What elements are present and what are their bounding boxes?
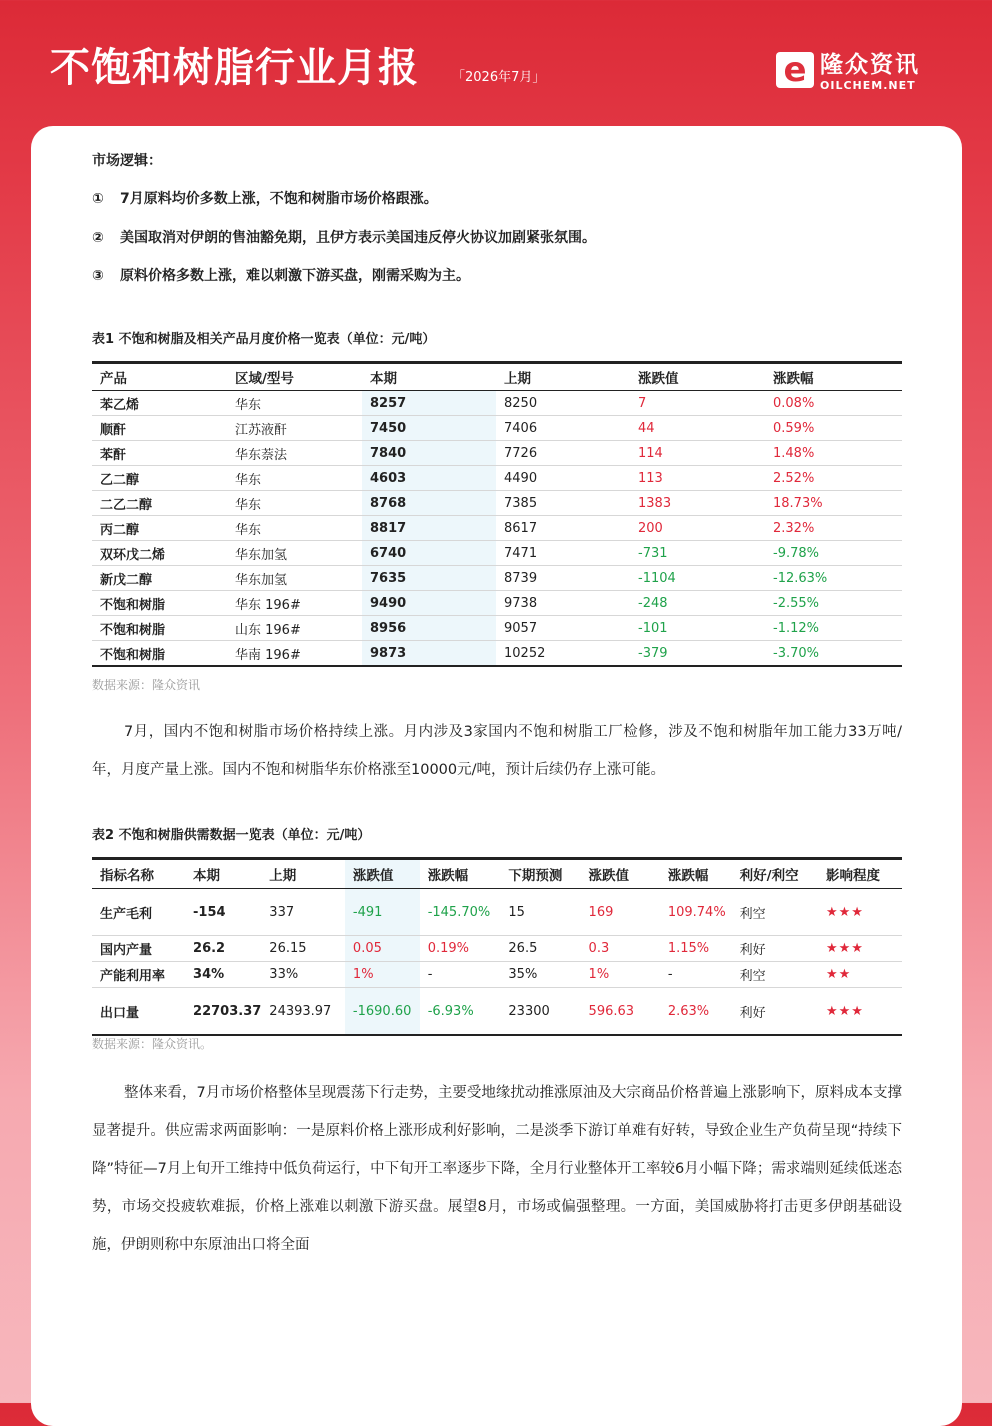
table-cell: -12.63%	[765, 566, 902, 591]
logo-mark-icon: e	[776, 52, 814, 88]
table-cell: 4490	[496, 466, 630, 491]
table-row	[92, 441, 902, 466]
table-cell: -6.93%	[427, 1003, 474, 1019]
table-cell: 利好	[732, 936, 818, 962]
table-cell: 出口量	[100, 1005, 140, 1021]
table-row	[92, 391, 902, 416]
table-cell: 山东 196#	[227, 616, 362, 641]
table-cell: 0.19%	[420, 936, 501, 962]
table-row	[92, 988, 902, 1036]
table-cell: -	[660, 962, 732, 988]
paragraph-summary: 7月，国内不饱和树脂市场价格持续上涨。月内涉及3家国内不饱和树脂工厂检修，涉及不饱和树脂年加工能力33万吨/年，月度产量上涨。国内不饱和树脂华东价格涨至10000元/吨，预计后续仍存上涨可能。	[92, 724, 902, 778]
table-cell: 生产毛利	[92, 889, 185, 936]
table-cell: 0.05	[345, 936, 420, 962]
table-cell: 华东萘法	[227, 441, 362, 466]
table-cell: 18.73%	[765, 491, 902, 516]
table-cell: -145.70%	[420, 889, 501, 936]
table-cell: 8257	[362, 391, 496, 416]
table-cell: 华东	[227, 516, 362, 541]
table-cell: 200	[630, 516, 765, 541]
table-cell: -491	[345, 889, 420, 936]
supply-demand-table	[92, 857, 902, 1036]
table-cell: 1%	[345, 962, 420, 988]
table-cell: 9873	[362, 641, 496, 667]
table-cell: 7471	[496, 541, 630, 566]
table-cell: -154	[185, 889, 261, 936]
table-cell: -1104	[630, 566, 765, 591]
table-cell: 23300	[508, 1003, 550, 1019]
table-cell: 0.08%	[765, 391, 902, 416]
table-cell: 1%	[581, 962, 660, 988]
table-cell: 华东	[227, 391, 362, 416]
table-cell: 337	[261, 889, 345, 936]
table-cell: 丙二醇	[92, 516, 227, 541]
impact-stars: ★★★	[818, 889, 902, 936]
table-row	[92, 641, 902, 667]
table-cell: 8768	[362, 491, 496, 516]
table2-caption: 表2 不饱和树脂供需数据一览表（单位：元/吨）	[92, 828, 371, 843]
table-cell: 113	[630, 466, 765, 491]
table-cell: 不饱和树脂	[92, 616, 227, 641]
table-cell: 35%	[500, 962, 580, 988]
table-cell: 苯酐	[92, 441, 227, 466]
table-cell: -379	[638, 645, 668, 661]
table-cell: 6740	[362, 541, 496, 566]
table-cell: 7385	[496, 491, 630, 516]
table-cell: 9057	[496, 616, 630, 641]
table-cell: -3.70%	[773, 645, 819, 661]
table-cell: 9490	[362, 591, 496, 616]
table-cell: 169	[581, 889, 660, 936]
logic-item: ① 7月原料均价多数上涨，不饱和树脂市场价格跟涨。	[92, 191, 438, 207]
table-cell: -2.55%	[765, 591, 902, 616]
table-cell: 乙二醇	[92, 466, 227, 491]
table-header-row: 产品 区域/型号 本期 上期 涨跌值 涨跌幅	[92, 363, 902, 391]
table-cell: 7635	[362, 566, 496, 591]
paragraph-outlook: 整体来看，7月市场价格整体呈现震荡下行走势，主要受地缘扰动推涨原油及大宗商品价格普遍上涨影响下，原料成本支撑显著提升。供应需求两面影响：一是原料价格上涨形成利好影响，二是淡季下游订单难有好转，导致企业生产负荷呈现“持续下降”特征—7月上旬开工维持中低负荷运行，中下旬开工率逐步下降，全月行业整体开工率较6月小幅下降；需求端则延续低迷态势，市场交投疲软难振，价格上涨难以刺激下游买盘。展望8月，市场或偏强整理。一方面，美国威胁将打击更多伊朗基础设施，伊朗则称中东原油出口将全面	[92, 1085, 902, 1253]
table-cell: 华东	[227, 491, 362, 516]
table-cell: 9738	[496, 591, 630, 616]
price-table	[92, 361, 902, 667]
table-cell: 26.2	[185, 936, 261, 962]
logic-item: ② 美国取消对伊朗的售油豁免期，且伊方表示美国违反停火协议加剧紧张氛围。	[92, 230, 596, 246]
table-cell: 8739	[496, 566, 630, 591]
table-cell: 114	[630, 441, 765, 466]
table-cell: 1.48%	[765, 441, 902, 466]
table-cell: 双环戊二烯	[92, 541, 227, 566]
table-row	[92, 466, 902, 491]
logic-item: ③ 原料价格多数上涨，难以刺激下游买盘，刚需采购为主。	[92, 268, 470, 284]
table-cell: 新戊二醇	[92, 566, 227, 591]
table-row	[92, 541, 902, 566]
table-cell: 华东	[227, 466, 362, 491]
table-cell: 苯乙烯	[92, 391, 227, 416]
table-cell: -	[420, 962, 501, 988]
table-cell: -1.12%	[765, 616, 902, 641]
table-row	[92, 889, 902, 936]
table-cell: 7406	[496, 416, 630, 441]
table-cell: 44	[630, 416, 765, 441]
table-cell: 7450	[362, 416, 496, 441]
table-cell: 华东 196#	[227, 591, 362, 616]
table-cell: 596.63	[588, 1003, 635, 1019]
table-cell: 24393.97	[269, 1003, 332, 1019]
table-cell: 26.15	[261, 936, 345, 962]
table-cell: 利好	[739, 1005, 766, 1021]
table-cell: 0.3	[581, 936, 660, 962]
table-cell: 34%	[185, 962, 261, 988]
impact-stars: ★★★	[826, 1003, 864, 1019]
table-cell: 产能利用率	[92, 962, 185, 988]
table-cell: 2.63%	[667, 1003, 710, 1019]
table-cell: 4603	[362, 466, 496, 491]
table-cell: 江苏液酐	[227, 416, 362, 441]
table-cell: -1690.60	[345, 988, 420, 1036]
table-row	[92, 591, 902, 616]
table-cell: 不饱和树脂	[100, 647, 166, 663]
table-cell: 7840	[362, 441, 496, 466]
table-cell: 109.74%	[660, 889, 732, 936]
table-row	[92, 616, 902, 641]
table-cell: 利空	[732, 962, 818, 988]
table-header-row: 指标名称 本期 上期 涨跌值 涨跌幅 下期预测 涨跌值 涨跌幅 利好/利空 影响程度	[92, 859, 902, 889]
table-row	[92, 962, 902, 988]
table-cell: 1.15%	[660, 936, 732, 962]
table-cell: 10252	[504, 645, 546, 661]
table-cell: 华南 196#	[235, 647, 301, 663]
table-cell: 33%	[261, 962, 345, 988]
table-cell: 利空	[732, 889, 818, 936]
table-cell: 国内产量	[92, 936, 185, 962]
table-row	[92, 936, 902, 962]
table-cell: 二乙二醇	[92, 491, 227, 516]
market-logic-heading: 市场逻辑：	[92, 153, 162, 169]
table-cell: 华东加氢	[227, 566, 362, 591]
table-row	[92, 566, 902, 591]
table2-source: 数据来源：隆众资讯。	[92, 1037, 213, 1051]
report-date: 「2026年7月」	[452, 70, 546, 85]
table-cell: 8956	[362, 616, 496, 641]
logo-en-text: OILCHEM.NET	[820, 79, 916, 92]
logo-cn-text: 隆众资讯	[820, 52, 920, 78]
table-cell: 0.59%	[765, 416, 902, 441]
table-cell: 不饱和树脂	[92, 591, 227, 616]
table-cell: -731	[630, 541, 765, 566]
table-row	[92, 516, 902, 541]
table-row	[92, 491, 902, 516]
table1-source: 数据来源：隆众资讯	[92, 678, 201, 692]
table-cell: 2.52%	[765, 466, 902, 491]
table-cell: 1383	[630, 491, 765, 516]
impact-stars: ★★★	[818, 936, 902, 962]
table-cell: -101	[630, 616, 765, 641]
table-cell: 15	[500, 889, 580, 936]
table-cell: 22703.37	[193, 1003, 262, 1019]
table-cell: 8817	[362, 516, 496, 541]
table-cell: 华东加氢	[227, 541, 362, 566]
table-cell: 26.5	[500, 936, 580, 962]
table-cell: 7	[630, 391, 765, 416]
table-cell: 8617	[496, 516, 630, 541]
table1-caption: 表1 不饱和树脂及相关产品月度价格一览表（单位：元/吨）	[92, 332, 436, 347]
table-cell: 7726	[496, 441, 630, 466]
report-title: 不饱和树脂行业月报	[50, 45, 419, 91]
table-cell: 2.32%	[765, 516, 902, 541]
table-row	[92, 416, 902, 441]
table-cell: -9.78%	[765, 541, 902, 566]
oilchem-logo	[776, 50, 946, 96]
table-cell: 8250	[496, 391, 630, 416]
table-cell: -248	[630, 591, 765, 616]
table-cell: 顺酐	[92, 416, 227, 441]
report-header	[0, 0, 992, 125]
impact-stars: ★★	[818, 962, 902, 988]
